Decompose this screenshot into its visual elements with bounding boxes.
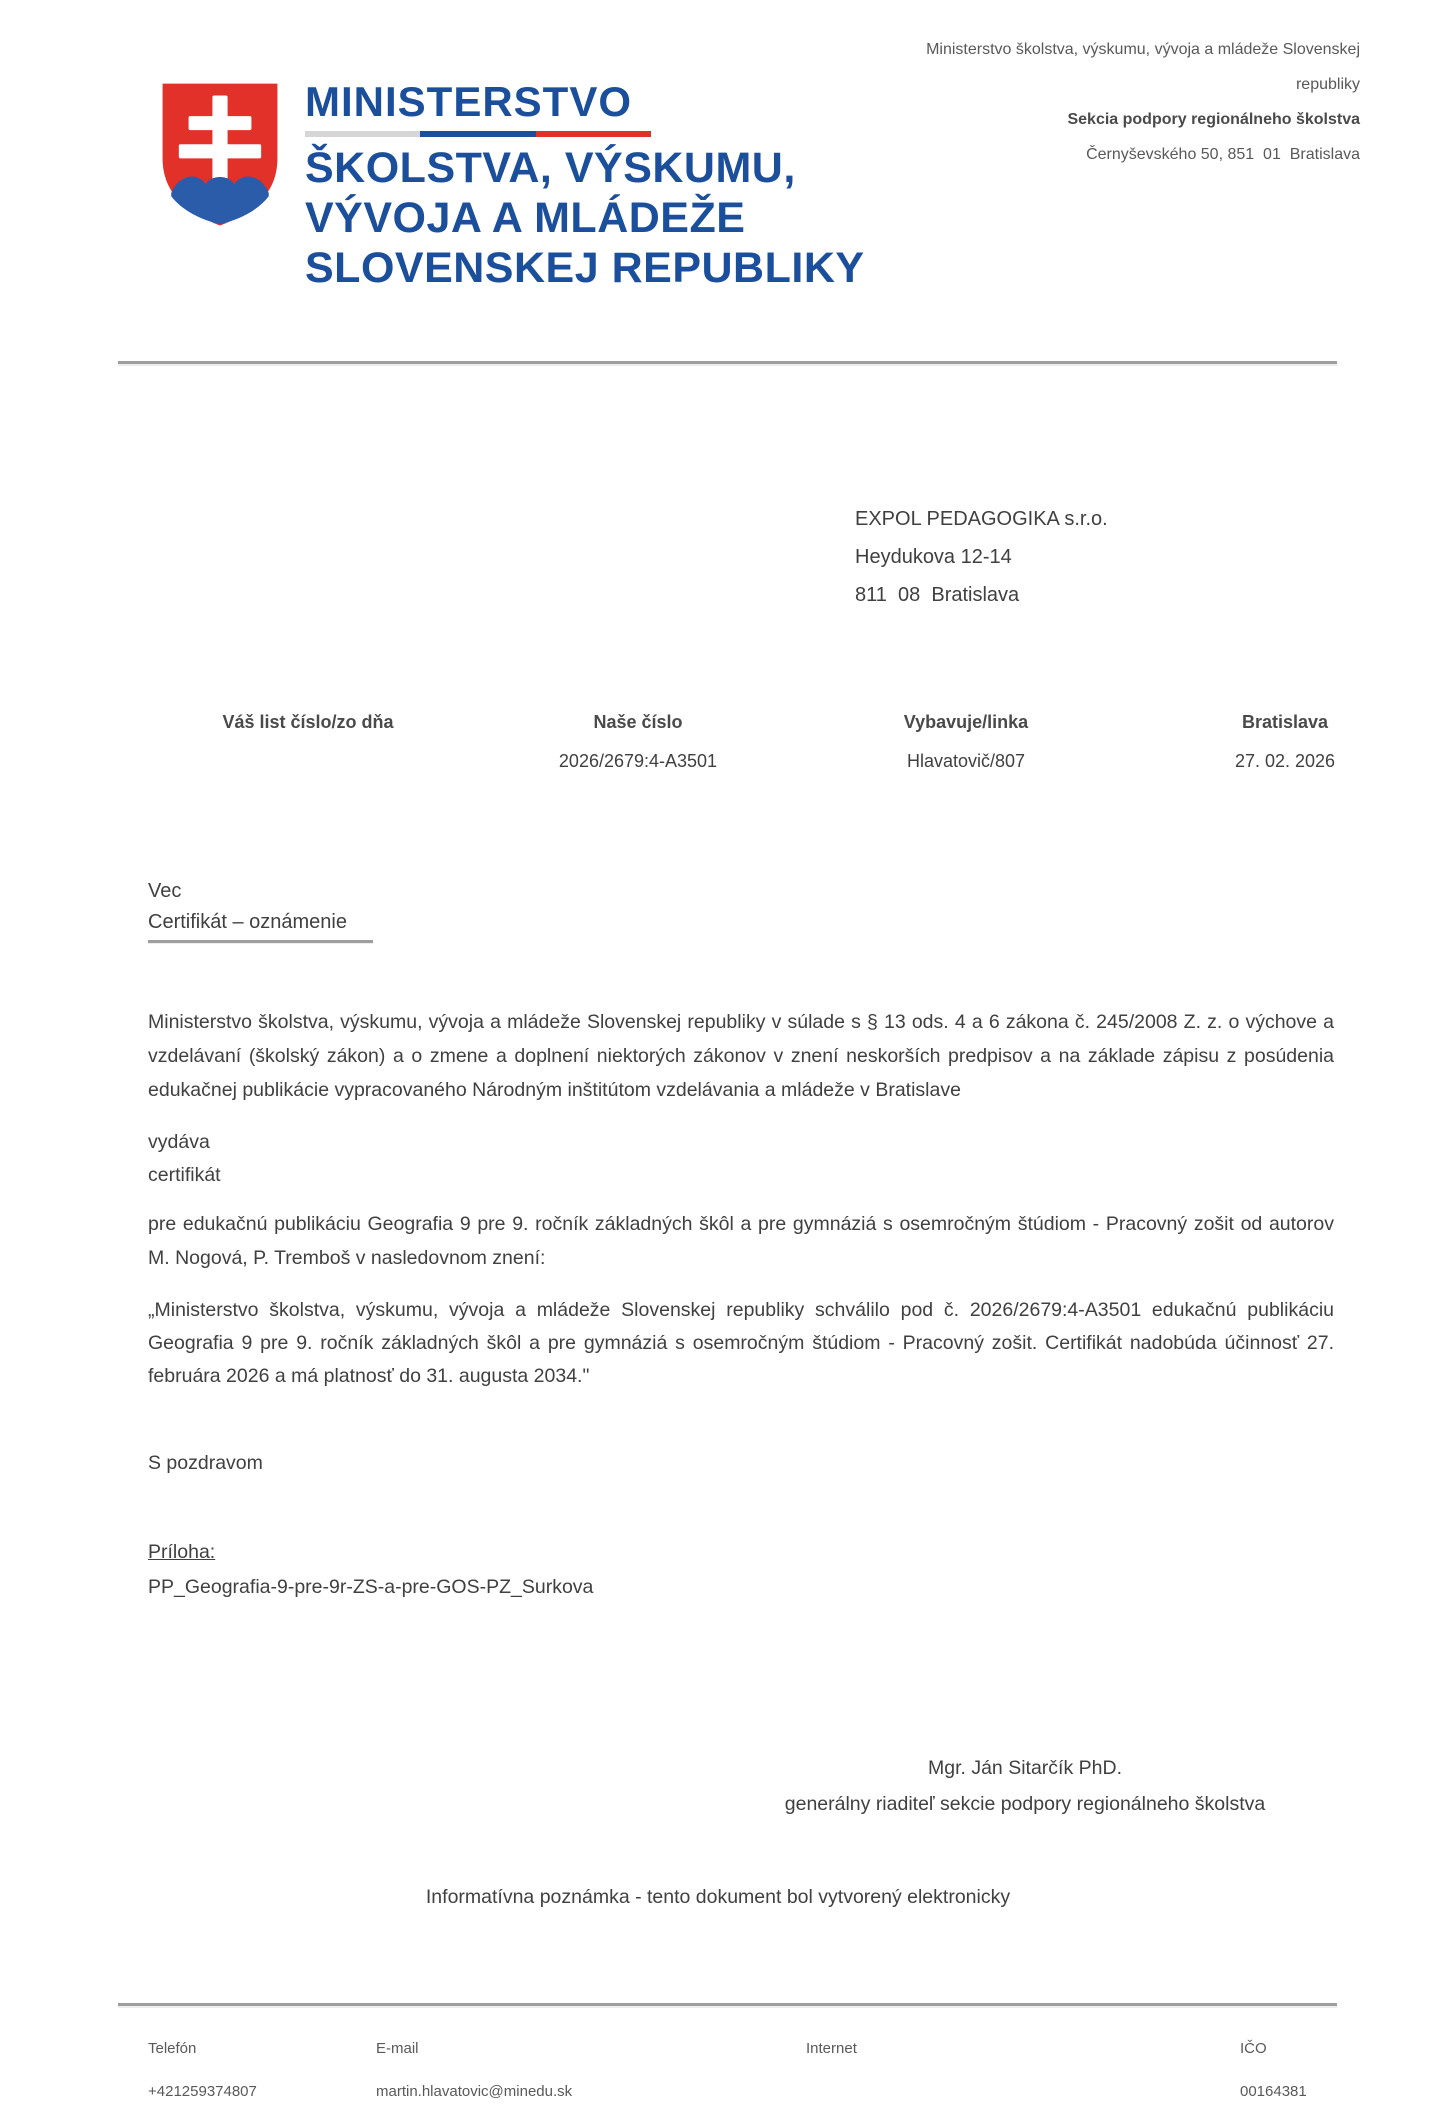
issues-line-1: vydáva bbox=[148, 1131, 210, 1153]
footer-divider bbox=[118, 2003, 1337, 2008]
subject-title: Certifikát – oznámenie bbox=[148, 911, 347, 933]
body-paragraph-1: Ministerstvo školstva, výskumu, vývoja a mládeže Slovenskej republiky v súlade s § 13 ods. 4 a 6 zákona č. 245/2008 Z. z. o výchove a vzdelávaní (školský zákon) a o zmene a doplnení niektorých zákonov v znení neskorších predpisov a na základe zápisu z posúdenia edukačnej publikácie vypracovaného Národným inštitútom vzdelávania a mládeže v Bratislave bbox=[148, 1011, 1334, 1101]
tricolor-blue-segment bbox=[420, 131, 535, 137]
tricolor-bar bbox=[305, 131, 651, 137]
ref-value-our-ref: 2026/2679:4-A3501 bbox=[558, 751, 718, 771]
ref-value-place-date: 27. 02. 2026 bbox=[1234, 751, 1336, 771]
tricolor-red-segment bbox=[536, 131, 651, 137]
subject-block bbox=[148, 876, 347, 938]
wordmark-line-3: VÝVOJA A MLÁDEŽE bbox=[305, 194, 746, 242]
signer-name: Mgr. Ján Sitarčík PhD. bbox=[928, 1757, 1122, 1779]
signer-title: generálny riaditeľ sekcie podpory regionálneho školstva bbox=[784, 1793, 1266, 1815]
ref-value-handled-by: Hlavatovič/807 bbox=[906, 751, 1026, 771]
ref-col-place-date bbox=[1165, 712, 1405, 772]
issues-block bbox=[148, 1126, 1334, 1192]
ref-label-place-date: Bratislava bbox=[1241, 712, 1329, 732]
ref-label-handled-by: Vybavuje/linka bbox=[903, 712, 1029, 732]
wordmark-line-2: ŠKOLSTVA, VÝSKUMU, bbox=[305, 144, 796, 192]
contact-line-1: Ministerstvo školstva, výskumu, vývoja a mládeže Slovenskej bbox=[926, 41, 1360, 58]
body-paragraph-3: „Ministerstvo školstva, výskumu, vývoja a mládeže Slovenskej republiky schválilo pod č. 2026/2679:4-A3501 edukačnú publikáciu Geografia 9 pre 9. ročník základných škôl a pre gymnáziá s osemročným štúdiom - Pracovný zošit. Certifikát nadobúda účinnosť 27. februára 2026 a má platnosť do 31. augusta 2034." bbox=[148, 1299, 1334, 1387]
footer-value-email: martin.hlavatovic@minedu.sk bbox=[376, 2083, 573, 2100]
ministry-contact-block bbox=[926, 32, 1360, 172]
subject-underline bbox=[148, 940, 373, 944]
footer-label-phone: Telefón bbox=[148, 2040, 197, 2057]
ref-label-our-ref: Naše číslo bbox=[593, 712, 683, 732]
footer-label-email: E-mail bbox=[376, 2040, 419, 2057]
contact-line-2: republiky bbox=[1295, 76, 1360, 93]
recipient-street: Heydukova 12-14 bbox=[855, 546, 1012, 568]
wordmark-line-1: MINISTERSTVO bbox=[305, 78, 633, 125]
footer-col-email bbox=[376, 2040, 572, 2100]
attachment-filename: PP_Geografia-9-pre-9r-ZS-a-pre-GOS-PZ_Surkova bbox=[148, 1576, 594, 1598]
footer-label-internet: Internet bbox=[806, 2040, 857, 2057]
ref-col-your-ref bbox=[148, 712, 468, 751]
footer-col-internet bbox=[806, 2040, 857, 2083]
body-paragraph-2: pre edukačnú publikáciu Geografia 9 pre 9. ročník základných škôl a pre gymnáziá s osemročným štúdiom - Pracovný zošit od autorov M. Nogová, P. Tremboš v nasledovnom znení: bbox=[148, 1213, 1334, 1269]
footer-value-phone: +421259374807 bbox=[148, 2083, 257, 2100]
subject-label: Vec bbox=[148, 880, 182, 902]
issues-line-2: certifikát bbox=[148, 1164, 221, 1186]
footer-value-ico: 00164381 bbox=[1240, 2083, 1307, 2100]
ministry-logo bbox=[155, 78, 865, 293]
contact-section-name: Sekcia podpory regionálneho školstva bbox=[1067, 111, 1360, 128]
tricolor-white-segment bbox=[305, 131, 420, 137]
ministry-wordmark bbox=[305, 78, 865, 293]
attachment-label: Príloha: bbox=[148, 1541, 216, 1563]
wordmark-line-4: SLOVENSKEJ REPUBLIKY bbox=[305, 244, 865, 292]
footer-col-phone bbox=[148, 2040, 257, 2100]
recipient-city: 811 08 Bratislava bbox=[855, 584, 1020, 606]
ref-col-handled-by bbox=[806, 712, 1126, 772]
footer-col-ico bbox=[1240, 2040, 1307, 2100]
slovak-coat-of-arms-icon bbox=[155, 78, 285, 230]
recipient-address-block bbox=[855, 500, 1108, 614]
ref-col-our-ref bbox=[478, 712, 798, 772]
ref-label-your-ref: Váš list číslo/zo dňa bbox=[222, 712, 394, 732]
footer-label-ico: IČO bbox=[1240, 2040, 1267, 2057]
signature-block bbox=[590, 1750, 1436, 1822]
header-divider bbox=[118, 361, 1337, 366]
contact-address: Černyševského 50, 851 01 Bratislava bbox=[1086, 146, 1360, 163]
electronic-note: Informatívna poznámka - tento dokument bol vytvorený elektronicky bbox=[425, 1886, 1011, 1908]
closing-line: S pozdravom bbox=[148, 1452, 263, 1474]
recipient-name: EXPOL PEDAGOGIKA s.r.o. bbox=[855, 508, 1108, 530]
attachment-block bbox=[148, 1535, 1334, 1605]
